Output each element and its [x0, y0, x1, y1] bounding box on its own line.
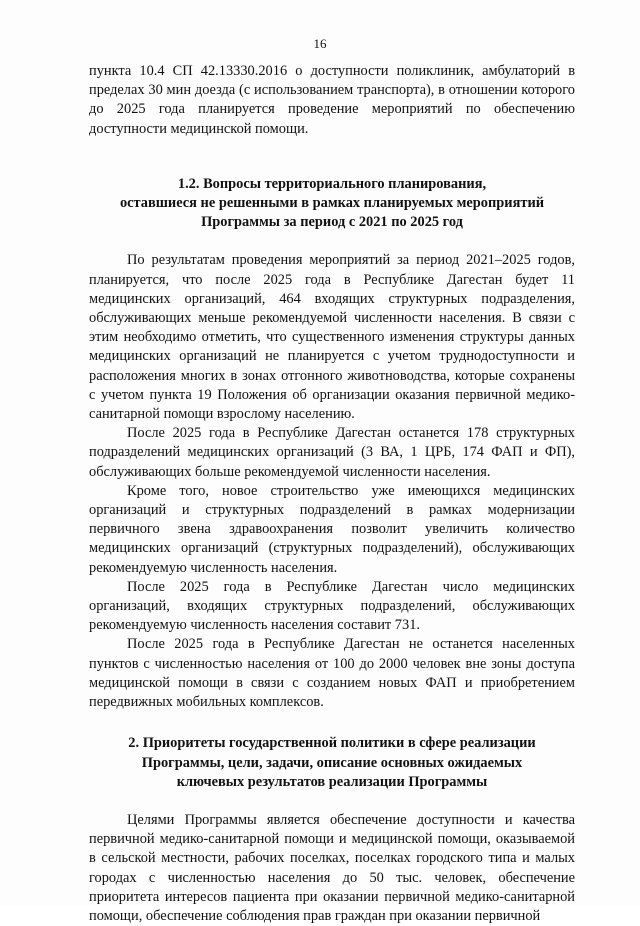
spacer — [89, 232, 575, 251]
section-1-2-heading-line-2: оставшиеся не решенными в рамках планируемых мероприятий — [119, 195, 545, 212]
section-1-2-heading-line-1: 1.2. Вопросы территориального планирования, — [177, 175, 487, 192]
spacer — [89, 139, 575, 175]
spacer — [89, 712, 575, 734]
section-1-2-paragraph-5: После 2025 года в Республике Дагестан не останется населенных пунктов с численностью населения от 100 до 2000 человек вне зоны доступа медицинской помощи в связи с созданием новых ФАП и приобретением передвижных мобильных комплексов. — [89, 636, 575, 711]
section-1-2-paragraph-1: По результатам проведения мероприятий за период 2021–2025 годов, планируется, что после 2025 года в Республике Дагестан будет 11 медицинских организаций, 464 входящих структурных подразделения, обслуживающих меньше рекомендуемой численности населения. В связи с этим необходимо отметить, что существенного изменения структуры данных медицинских организаций не планируется с учетом труднодоступности и расположения многих в зонах отгонного животноводства, которые сохранены с учетом пункта 19 Положения об организации оказания первичной медико-санитарной помощи взрослому населению. — [89, 252, 575, 423]
section-2-paragraph-1: Целями Программы является обеспечение доступности и качества первичной медико-санитарной помощи и медицинской помощи, оказываемой в сельской местности, рабочих поселках, поселках городского типа и малых городах с численностью населения до 50 тыс. человек, обеспечение приоритета интересов пациента при оказании первичной медико-санитарной помощи, обеспечение соблюдения прав граждан при оказании первичной — [89, 811, 575, 924]
section-1-2-paragraph-4: После 2025 года в Республике Дагестан число медицинских организаций, входящих структурных подразделений, обслуживающих рекомендуемую численность населения составит 731. — [89, 578, 575, 634]
section-1-2-heading — [89, 175, 575, 233]
section-2-heading-line-2: Программы, цели, задачи, описание основных ожидаемых — [141, 754, 523, 771]
section-2-heading — [89, 734, 575, 792]
page-content — [89, 62, 575, 926]
section-1-2-paragraph-2: После 2025 года в Республике Дагестан останется 178 структурных подразделений медицинских организаций (3 ВА, 1 ЦРБ, 174 ФАП и ФП), обслуживающих больше рекомендуемой численности населения. — [89, 425, 575, 480]
section-1-2-paragraph-3: Кроме того, новое строительство уже имеющихся медицинских организаций и структурных подразделений в рамках модернизации первичного звена здравоохранения позволит увеличить количество медицинских организаций (структурных подразделений), обслуживающих рекомендуемую численность населения. — [89, 482, 575, 576]
section-2-heading-line-1: 2. Приоритеты государственной политики в сфере реализации — [128, 735, 536, 752]
section-2-heading-line-3: ключевых результатов реализации Программы — [176, 773, 488, 790]
section-1-2-heading-line-3: Программы за период с 2021 по 2025 год — [201, 214, 463, 231]
page-number: 16 — [313, 36, 327, 51]
spacer — [89, 792, 575, 811]
intro-paragraph: пункта 10.4 СП 42.13330.2016 о доступности поликлиник, амбулаторий в пределах 30 мин доезда (с использованием транспорта), в отношении которого до 2025 года планируется проведение мероприятий по обеспечению доступности медицинской помощи. — [89, 63, 575, 137]
